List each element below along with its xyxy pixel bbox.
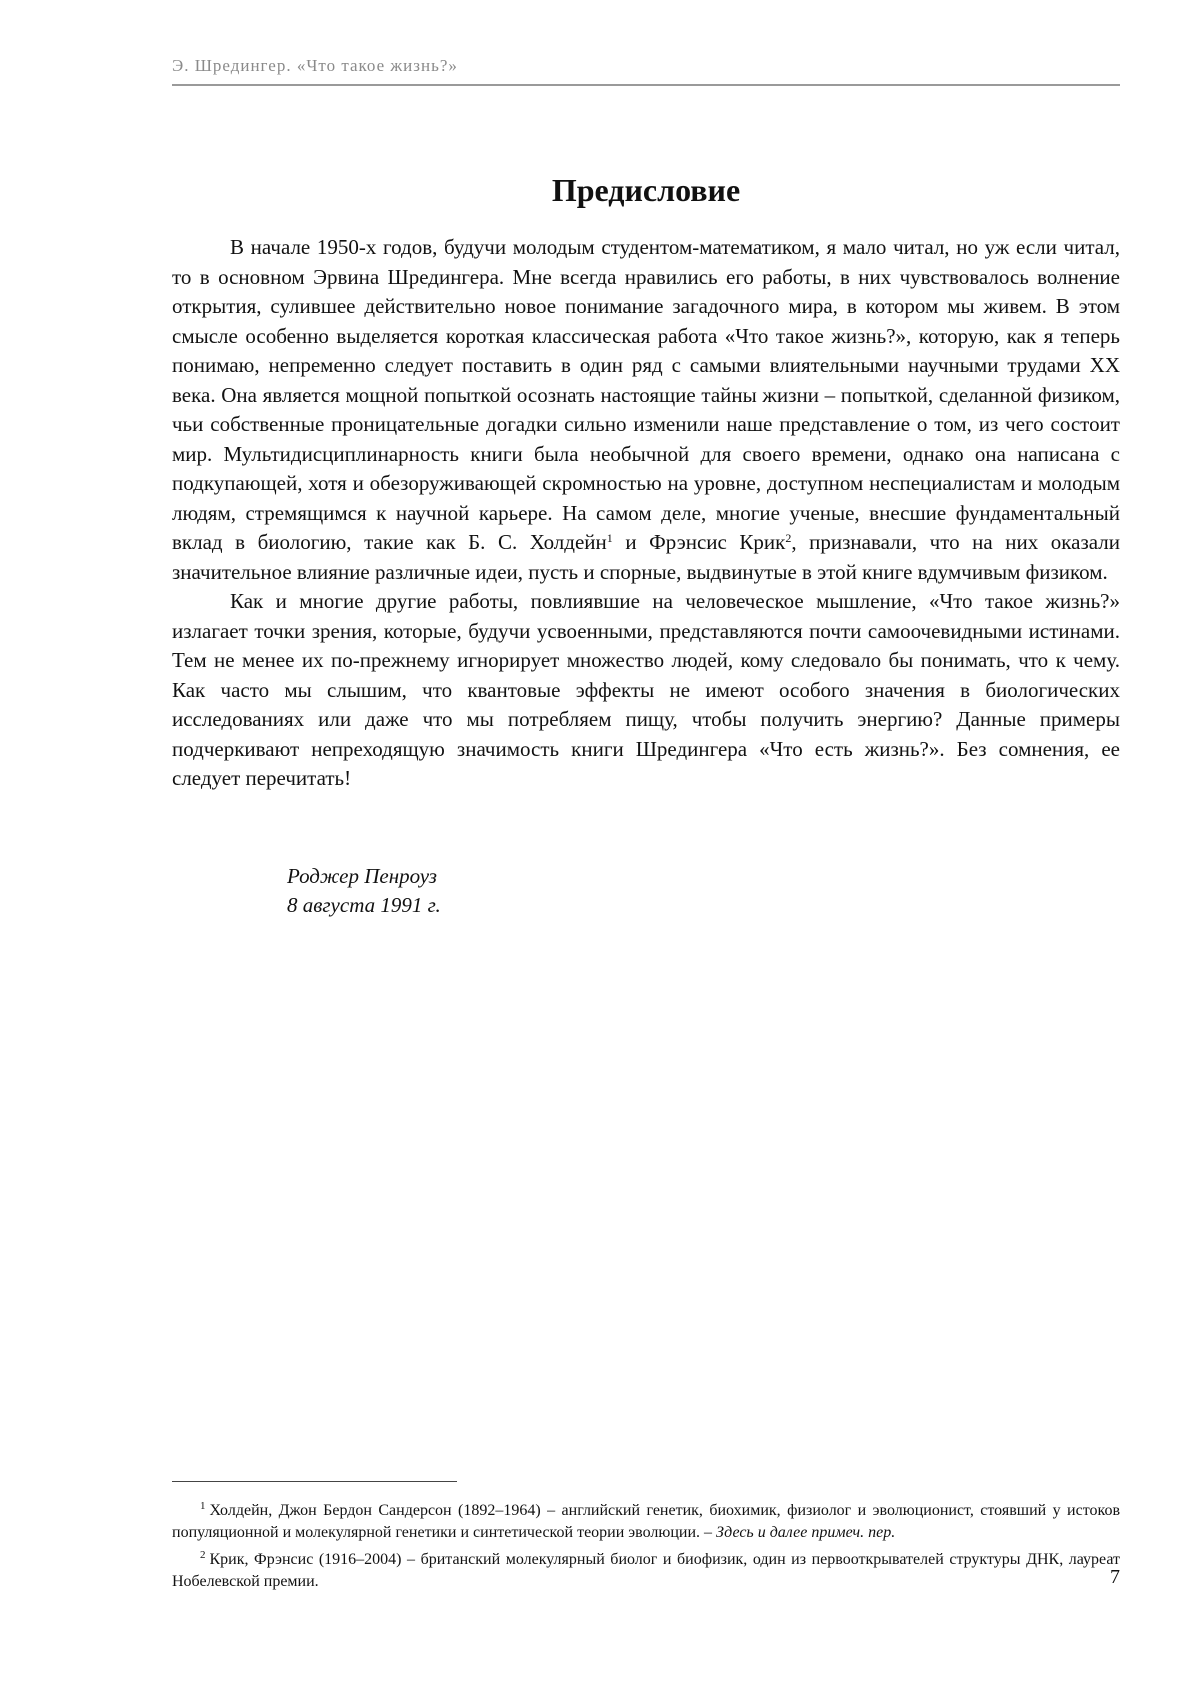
running-header: Э. Шредингер. «Что такое жизнь?» <box>172 56 458 75</box>
page-number: 7 <box>1110 1566 1120 1588</box>
footnote-1-marker: 1 <box>200 1500 206 1512</box>
header-divider <box>172 84 1120 86</box>
paragraph-1 <box>172 233 1120 587</box>
footnotes <box>172 1500 1120 1598</box>
footnote-1-text: Холдейн, Джон Бердон Сандерсон (1892–1964) – английский генетик, биохимик, физиолог и эволюционист, стоявший у истоков популяционной и молекулярной генетики и синтетической теории эволюции. – <box>172 1502 1120 1541</box>
footnote-2-marker: 2 <box>200 1549 206 1561</box>
footnote-ref-1: 1 <box>606 531 613 545</box>
signature-block <box>287 862 441 920</box>
paragraph-2: Как и многие другие работы, повлиявшие на человеческое мышление, «Что такое жизнь?» излагает точки зрения, которые, будучи усвоенными, представляются почти самоочевидными истинами. Тем не менее их по-прежнему игнорирует множество людей, кому следовало бы понимать, что к чему. Как часто мы слышим, что квантовые эффекты не имеют особого значения в биологических исследованиях или даже что мы потребляем пищу, чтобы получить энергию? Данные примеры подчеркивают непреходящую значимость книги Шредингера «Что есть жизнь?». Без сомнения, ее следует перечитать! <box>172 589 1120 790</box>
preface-body <box>172 233 1120 794</box>
paragraph-1-text-c: , признавали, что на них оказали значительное влияние различные идеи, пусть и спорные, выдвинутые в этой книге вдумчивым физиком. <box>172 530 1121 584</box>
footnote-divider <box>172 1481 457 1482</box>
paragraph-1-text-b: и Фрэнсис Крик <box>612 530 786 554</box>
footnote-2-text: Крик, Фрэнсис (1916–2004) – британский молекулярный биолог и биофизик, один из первооткрывателей структуры ДНК, лауреат Нобелевской премии. <box>172 1551 1120 1590</box>
signature-author: Роджер Пенроуз <box>287 864 437 888</box>
footnote-1 <box>172 1500 1120 1543</box>
chapter-title: Предисловие <box>551 172 741 208</box>
signature-date: 8 августа 1991 г. <box>287 893 441 917</box>
paragraph-1-text-a: В начале 1950-х годов, будучи молодым студентом-математиком, я мало читал, но уж если читал, то в основном Эрвина Шредингера. Мне всегда нравились его работы, в них чувствовалось волнение открытия, сулившее действительно новое понимание загадочного мира, в котором мы живем. В этом смысле особенно выделяется короткая классическая работа «Что такое жизнь?», которую, как я теперь понимаю, непременно следует поставить в один ряд с самыми влиятельными научными трудами XX века. Она является мощной попыткой осознать настоящие тайны жизни – попыткой, сделанной физиком, чьи собственные проницательные догадки сильно изменили наше представление о том, из чего состоит мир. Мультидисциплинарность книги была необычной для своего времени, однако она написана с подкупающей, хотя и обезоруживающей скромностью на уровне, доступном неспециалистам и молодым людям, стремящимся к научной карьере. На самом деле, многие ученые, внесшие фундаментальный вклад в биологию, такие как Б. С. Холдейн <box>172 235 1120 554</box>
footnote-1-translator-note: Здесь и далее примеч. пер. <box>716 1523 896 1541</box>
footnote-2 <box>172 1549 1120 1592</box>
footnote-ref-2: 2 <box>785 531 792 545</box>
